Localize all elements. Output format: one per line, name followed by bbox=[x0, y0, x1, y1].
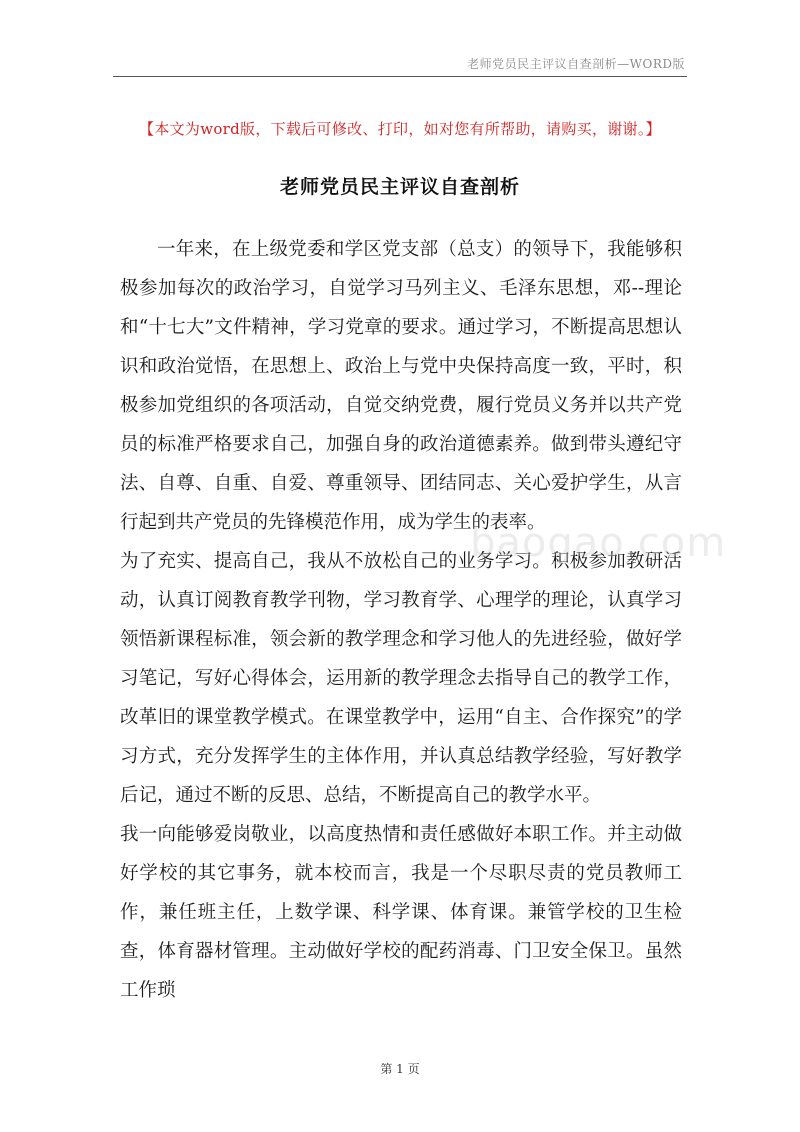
page-number: 第 1 页 bbox=[380, 1062, 420, 1076]
download-notice: 【本文为word版，下载后可修改、打印，如对您有所帮助，请购买，谢谢。】 bbox=[139, 120, 661, 138]
header-divider bbox=[113, 76, 687, 77]
document-body bbox=[120, 230, 682, 1010]
watermark: baogao.com bbox=[470, 520, 727, 566]
paragraph-3: 我一向能够爱岗敬业，以高度热情和责任感做好本职工作。并主动做好学校的其它事务，就本校而言，我是一个尽职尽责的党员教师工作，兼任班主任，上数学课、科学课、体育课。兼管学校的卫生检查，体育器材管理。主动做好学校的配药消毒、门卫安全保卫。虽然工作琐 bbox=[120, 824, 682, 1001]
document-title: 老师党员民主评议自查剖析 bbox=[279, 176, 520, 198]
paragraph-1: 一年来，在上级党委和学区党支部（总支）的领导下，我能够积极参加每次的政治学习，自觉学习马列主义、毛泽东思想，邓--理论和“十七大”文件精神，学习党章的要求。通过学习，不断提高思想认识和政治觉悟，在思想上、政治上与党中央保持高度一致，平时，积极参加党组织的各项活动，自觉交纳党费，履行党员义务并以共产党员的标准严格要求自己，加强自身的政治道德素养。做到带头遵纪守法、自尊、自重、自爱、尊重领导、团结同志、关心爱护学生，从言行起到共产党员的先锋模范作用，成为学生的表率。 bbox=[120, 239, 682, 533]
running-header: 老师党员民主评议自查剖析—WORD版 bbox=[467, 57, 685, 71]
paragraph-2: 为了充实、提高自己，我从不放松自己的业务学习。积极参加教研活动，认真订阅教育教学刊物，学习教育学、心理学的理论，认真学习领悟新课程标准，领会新的教学理念和学习他人的先进经验，做好学习笔记，写好心得体会，运用新的教学理念去指导自己的教学工作，改革旧的课堂教学模式。在课堂教学中，运用“自主、合作探究”的学习方式，充分发挥学生的主体作用，并认真总结教学经验，写好教学后记，通过不断的反思、总结，不断提高自己的教学水平。 bbox=[120, 551, 682, 806]
